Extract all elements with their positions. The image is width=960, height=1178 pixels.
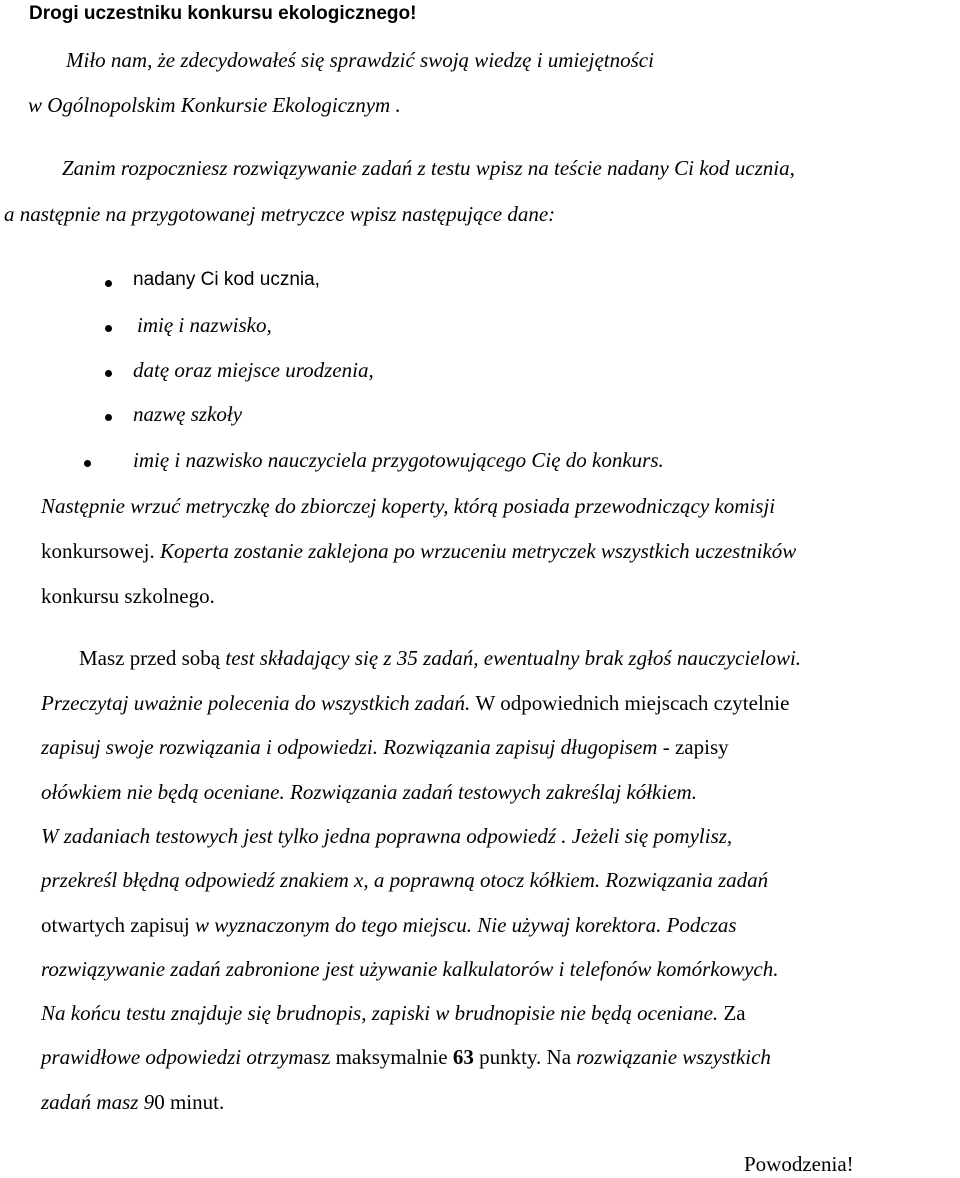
instructions-line-2: a następnie na przygotowanej metryczce wpisz następujące dane: bbox=[4, 202, 556, 226]
rules-l6a: przekreśl błędną odpowiedź znakiem x, a poprawną otocz kółkiem. bbox=[41, 868, 606, 892]
rules-l3c: - zapisy bbox=[657, 735, 729, 759]
rules-l10e: rozwiązanie wszystkich bbox=[576, 1045, 771, 1069]
rules-l1b: test składający się z 35 zadań, ewentualny brak zgłoś nauczycielowi. bbox=[225, 646, 802, 670]
list-item-label: imię i nazwisko nauczyciela przygotowującego Cię do konkurs. bbox=[133, 448, 664, 472]
rules-l7b: w wyznaczonym do tego miejscu. Nie używaj korektora. bbox=[194, 913, 662, 937]
instructions-line-1: Zanim rozpoczniesz rozwiązywanie zadań z testu wpisz na teście nadany Ci kod ucznia, bbox=[62, 156, 795, 180]
list-item-label: datę oraz miejsce urodzenia, bbox=[133, 358, 374, 382]
bullet-icon bbox=[84, 460, 91, 467]
rules-l10b: asz maksymalnie bbox=[303, 1045, 453, 1069]
rules-line-1 bbox=[79, 644, 801, 672]
list-item-label: nadany Ci kod ucznia, bbox=[133, 269, 320, 290]
envelope-line-1: Następnie wrzuć metryczkę do zbiorczej koperty, którą posiada przewodniczący komisji bbox=[41, 494, 776, 518]
rules-l1a: Masz przed sobą bbox=[79, 646, 226, 670]
envelope-line-2a: konkursowej. bbox=[41, 539, 160, 563]
rules-line-7 bbox=[41, 911, 737, 939]
rules-l11b: 0 minut. bbox=[154, 1090, 225, 1114]
rules-l4a: ołówkiem nie będą oceniane. bbox=[41, 780, 291, 804]
rules-l3a: zapisuj swoje rozwiązania i odpowiedzi. bbox=[41, 735, 384, 759]
rules-l10c: 63 bbox=[452, 1045, 474, 1069]
rules-l3b: Rozwiązania zapisuj długopisem bbox=[383, 735, 658, 759]
rules-l7c: Podczas bbox=[661, 913, 737, 937]
intro-line-1: Miło nam, że zdecydowałeś się sprawdzić swoją wiedzę i umiejętności bbox=[66, 48, 654, 72]
rules-line-10 bbox=[41, 1043, 771, 1071]
rules-line-6 bbox=[41, 866, 768, 894]
rules-line-9 bbox=[41, 999, 746, 1027]
rules-l10a: prawidłowe odpowiedzi otrzym bbox=[41, 1045, 304, 1069]
envelope-line-3: konkursu szkolnego. bbox=[41, 584, 215, 608]
bullet-icon bbox=[105, 325, 112, 332]
envelope-line-2b: Koperta zostanie zaklejona po wrzuceniu metryczek wszystkich uczestników bbox=[160, 539, 797, 563]
rules-l2a: Przeczytaj uważnie polecenia do wszystkich zadań. bbox=[41, 691, 476, 715]
rules-l9a: Na końcu testu znajduje się brudnopis, zapiski w brudnopisie nie będą oceniane. bbox=[41, 1001, 719, 1025]
rules-line-8: rozwiązywanie zadań zabronione jest używanie kalkulatorów i telefonów komórkowych. bbox=[41, 957, 779, 981]
list-item-label: imię i nazwisko, bbox=[137, 313, 272, 337]
rules-line-5 bbox=[41, 822, 732, 850]
envelope-line-2 bbox=[41, 537, 796, 565]
rules-l2b: W odpowiednich miejscach czytelnie bbox=[475, 691, 790, 715]
rules-line-11 bbox=[41, 1088, 224, 1116]
rules-l10d: punkty. Na bbox=[473, 1045, 577, 1069]
intro-line-2: w Ogólnopolskim Konkursie Ekologicznym . bbox=[28, 93, 401, 117]
rules-l6b: Rozwiązania zadań bbox=[605, 868, 769, 892]
rules-line-4 bbox=[41, 778, 697, 806]
bullet-icon bbox=[105, 370, 112, 377]
rules-line-3 bbox=[41, 733, 729, 761]
bullet-icon bbox=[105, 280, 112, 287]
page-title: Drogi uczestniku konkursu ekologicznego! bbox=[29, 3, 417, 24]
rules-l9b: Za bbox=[718, 1001, 746, 1025]
bullet-icon bbox=[105, 414, 112, 421]
rules-l7a: otwartych zapisuj bbox=[41, 913, 195, 937]
rules-l4b: Rozwiązania zadań testowych zakreślaj kółkiem. bbox=[290, 780, 697, 804]
rules-l11a: zadań masz 9 bbox=[41, 1090, 155, 1114]
list-item-label: nazwę szkoły bbox=[133, 402, 243, 426]
rules-l5b: . Jeżeli się pomylisz, bbox=[556, 824, 733, 848]
rules-l5a: W zadaniach testowych jest tylko jedna poprawna odpowiedź bbox=[41, 824, 557, 848]
closing-text: Powodzenia! bbox=[744, 1152, 854, 1176]
rules-line-2 bbox=[41, 689, 789, 717]
